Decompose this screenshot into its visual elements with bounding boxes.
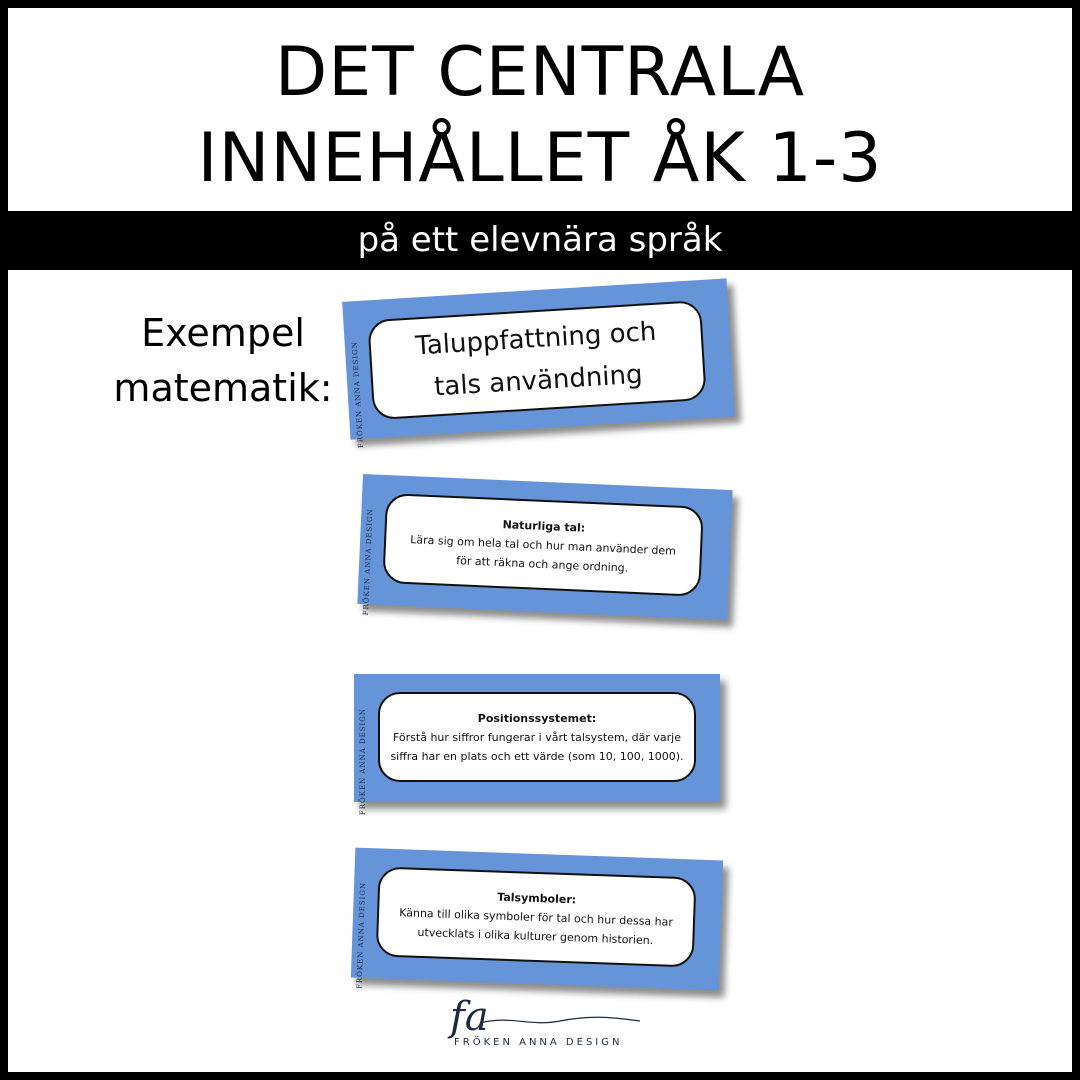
page-title bbox=[8, 30, 1072, 202]
card-text-line-2: siffra har en plats och ett värde (som 10, 100, 1000). bbox=[390, 749, 684, 763]
card-side-logo: FRÖKEN ANNA DESIGN bbox=[359, 708, 367, 816]
example-label-line-1: Exempel bbox=[141, 311, 305, 355]
card-naturliga-tal bbox=[357, 474, 732, 620]
card-heading-line-2: tals användning bbox=[433, 359, 644, 403]
card-heading: Positionssystemet: bbox=[477, 711, 597, 725]
example-label-line-2: matematik: bbox=[113, 366, 333, 410]
card-text-line-1: Känna till olika symboler för tal och hur dessa har bbox=[399, 905, 674, 929]
card-heading-line-1: Taluppfattning och bbox=[414, 316, 658, 362]
card-text-line-2: för att räkna och ange ordning. bbox=[456, 553, 629, 575]
card-panel bbox=[367, 300, 706, 420]
card-positionssystemet bbox=[354, 674, 720, 816]
brand-logo bbox=[440, 993, 650, 1053]
card-heading: Naturliga tal: bbox=[502, 517, 586, 535]
card-panel bbox=[382, 493, 704, 597]
card-text-line-1: Förstå hur siffror fungerar i vårt talsystem, där varje bbox=[392, 730, 682, 744]
card-side-logo: FRÖKEN ANNA DESIGN bbox=[350, 340, 366, 449]
card-text-line-2: utvecklats i olika kulturer genom historien. bbox=[417, 925, 654, 947]
poster bbox=[8, 8, 1072, 1072]
brand-monogram: fa bbox=[450, 994, 489, 1040]
card-taluppfattning bbox=[342, 278, 735, 449]
title-line-1: DET CENTRALA bbox=[274, 33, 806, 112]
card-talsymboler bbox=[351, 848, 723, 991]
subtitle-band bbox=[8, 211, 1072, 270]
brand-swash-icon bbox=[480, 1011, 640, 1031]
example-label bbox=[113, 306, 333, 416]
card-panel bbox=[376, 866, 697, 967]
card-text-line-1: Lära sig om hela tal och hur man använder dem bbox=[410, 532, 677, 558]
card-side-logo: FRÖKEN ANNA DESIGN bbox=[355, 881, 368, 990]
card-heading: Talsymboler: bbox=[497, 890, 577, 906]
subtitle: på ett elevnära språk bbox=[357, 220, 723, 260]
brand-name: FRÖKEN ANNA DESIGN bbox=[454, 1037, 623, 1048]
title-line-2: INNEHÅLLET ÅK 1-3 bbox=[197, 119, 883, 198]
card-side-logo: FRÖKEN ANNA DESIGN bbox=[361, 508, 375, 616]
card-panel bbox=[378, 692, 696, 782]
